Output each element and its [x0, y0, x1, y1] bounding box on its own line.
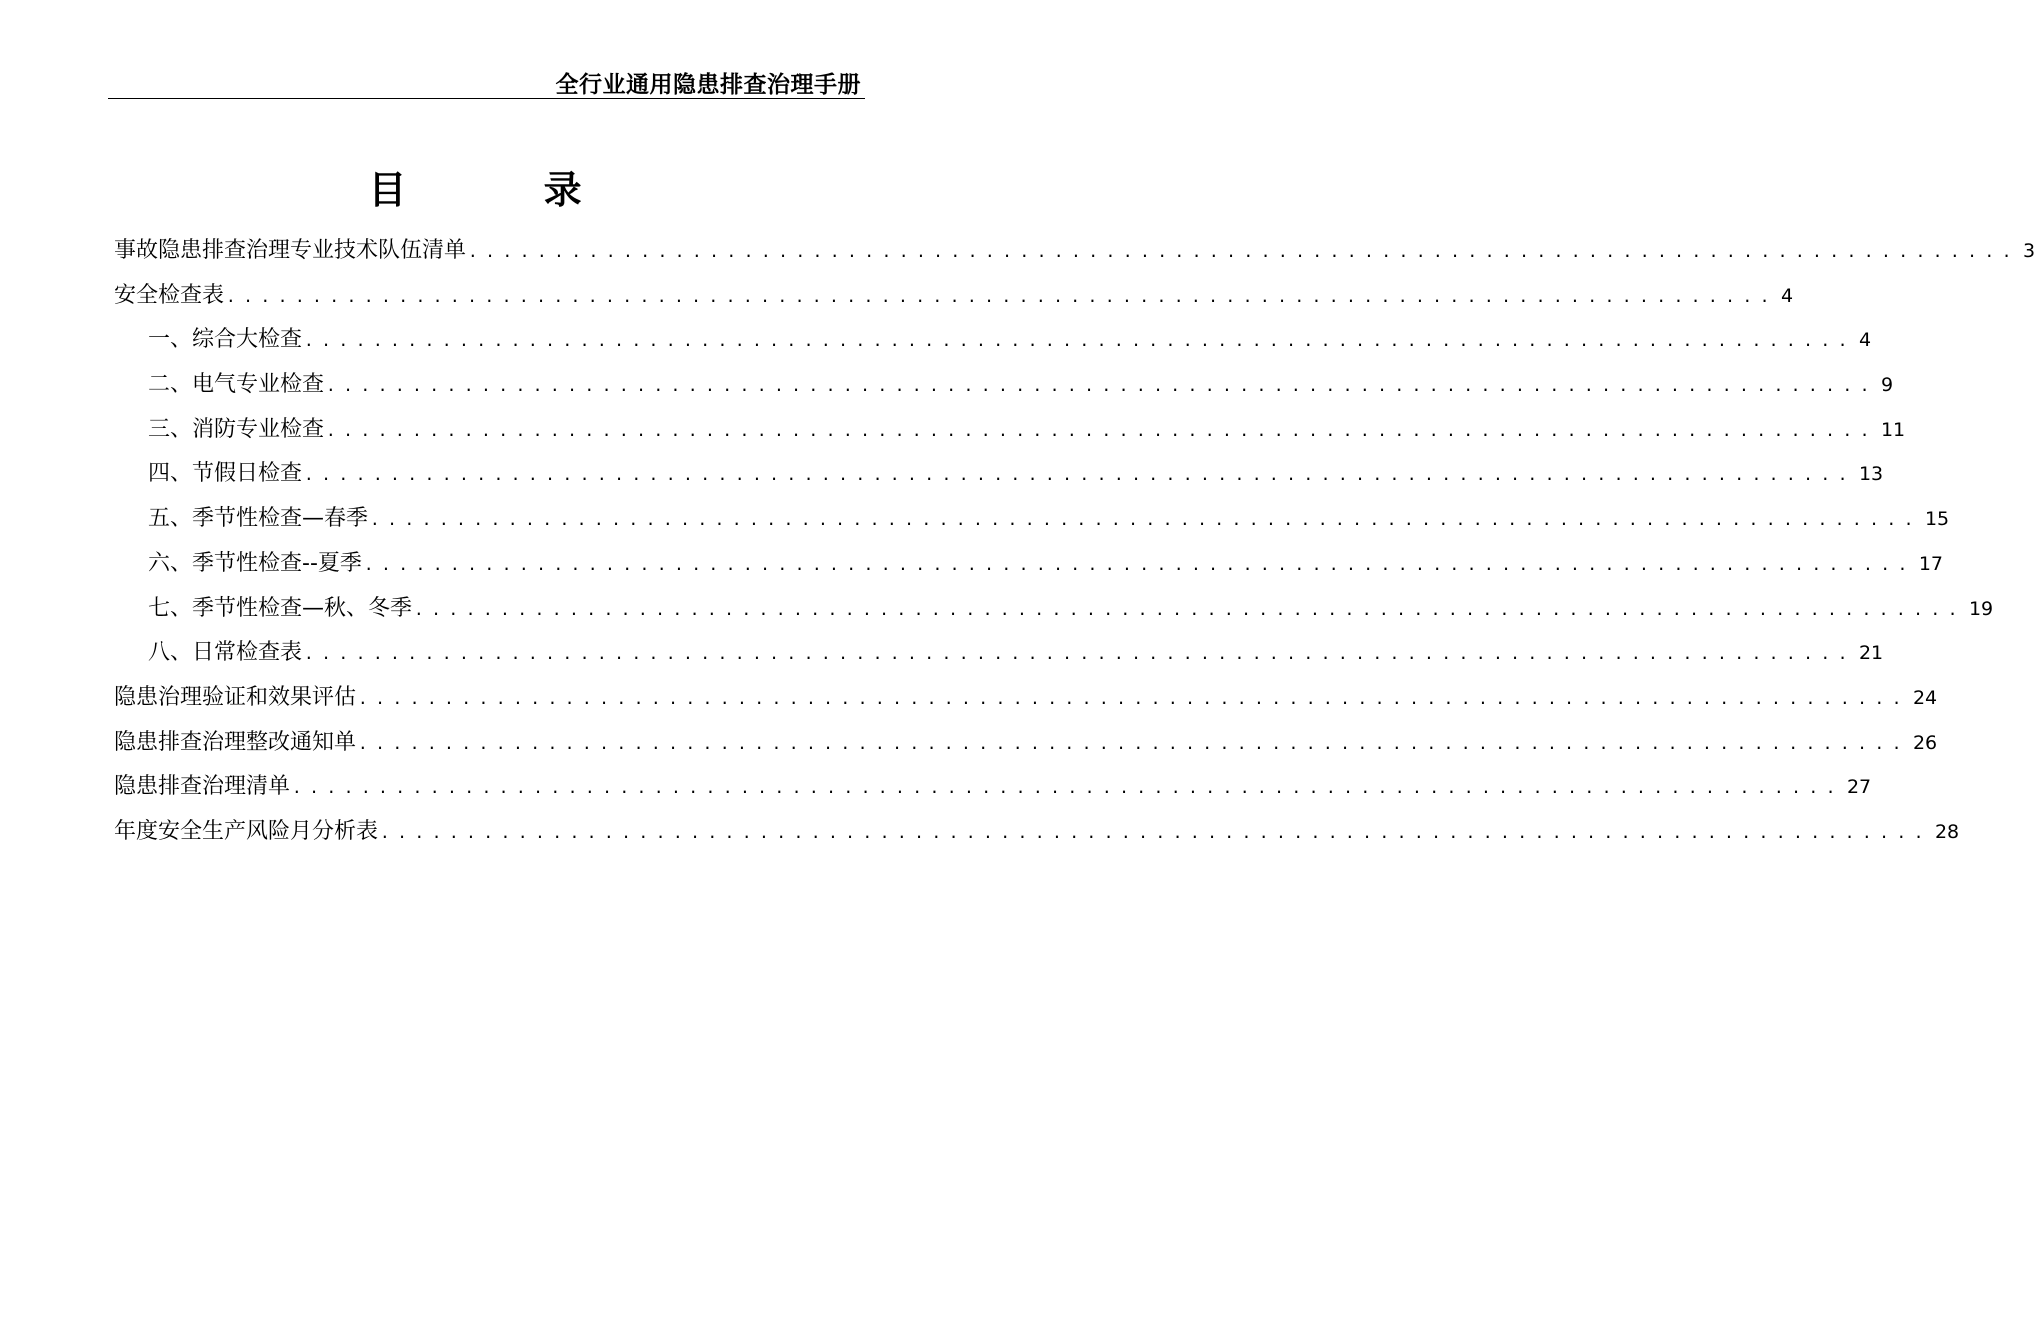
toc-entry[interactable] — [114, 587, 1994, 632]
toc-leader-dots: .......................................................................................... — [363, 554, 1915, 574]
toc-page-number: 4 — [1780, 284, 1794, 307]
toc-entry[interactable] — [114, 274, 1794, 319]
toc-page-number: 13 — [1858, 463, 1884, 486]
toc-leader-dots: .......................................................................................... — [326, 376, 1877, 396]
toc-leader-dots: .......................................................................................... — [414, 599, 1965, 619]
toc-page-number: 9 — [1880, 374, 1894, 397]
toc-entry-text: 八、日常检查表 — [148, 640, 303, 666]
toc-entry-text: 六、季节性检查--夏季 — [148, 550, 362, 576]
toc-page-number: 26 — [1912, 731, 1938, 754]
toc-leader-dots: .......................................................................................... — [226, 286, 1777, 306]
toc-entry-text: 五、季节性检查—春季 — [148, 506, 369, 532]
toc-page-number: 19 — [1968, 597, 1994, 620]
toc-entry[interactable] — [114, 542, 1944, 587]
toc-entry-text: 一、综合大检查 — [148, 327, 303, 353]
toc-page-number: 27 — [1846, 776, 1872, 799]
toc-entry-text: 事故隐患排查治理专业技术队伍清单 — [114, 238, 467, 263]
toc-entry[interactable] — [114, 631, 1884, 676]
toc-entry-text: 隐患排查治理清单 — [114, 774, 291, 800]
page-header — [108, 0, 865, 99]
toc-entry-text: 安全检查表 — [114, 282, 225, 308]
header-title: 全行业通用隐患排查治理手册 — [555, 72, 861, 98]
toc-leader-dots: .......................................................................................... — [468, 242, 2019, 261]
toc-leader-dots: .......................................................................................... — [304, 644, 1855, 664]
toc-entry[interactable] — [114, 721, 1938, 766]
toc-entry-text: 年度安全生产风险月分析表 — [114, 818, 379, 844]
toc-page-number: 11 — [1880, 418, 1906, 441]
toc-entry[interactable] — [114, 363, 1894, 408]
toc-entry-text: 隐患治理验证和效果评估 — [114, 684, 357, 710]
toc-leader-dots: .......................................................................................... — [370, 510, 1921, 530]
toc-entry[interactable] — [114, 810, 1960, 855]
toc-entry-text: 三、消防专业检查 — [148, 416, 325, 442]
toc-page-number: 21 — [1858, 642, 1884, 665]
toc-page-number: 4 — [1858, 329, 1872, 352]
toc-page-number: 15 — [1924, 508, 1950, 531]
toc-entry[interactable] — [114, 765, 1872, 810]
table-of-contents — [114, 229, 2035, 855]
toc-entry-text: 二、电气专业检查 — [148, 372, 325, 398]
toc-entry-text: 隐患排查治理整改通知单 — [114, 729, 357, 755]
toc-leader-dots: .......................................................................................... — [358, 733, 1909, 753]
toc-entry-text: 四、节假日检查 — [148, 461, 303, 487]
toc-entry[interactable] — [114, 452, 1884, 497]
toc-entry[interactable] — [114, 408, 1906, 453]
toc-entry[interactable] — [114, 229, 2035, 274]
toc-page-number: 3 — [2022, 240, 2035, 262]
toc-entry[interactable] — [114, 318, 1872, 363]
toc-page-number: 17 — [1918, 552, 1944, 575]
toc-leader-dots: .......................................................................................... — [292, 778, 1843, 798]
toc-page-number: 28 — [1934, 820, 1960, 843]
toc-page-number: 24 — [1912, 686, 1938, 709]
toc-leader-dots: .......................................................................................... — [380, 822, 1931, 842]
toc-entry[interactable] — [114, 497, 1950, 542]
toc-title: 目 录 — [368, 168, 644, 212]
toc-entry-text: 七、季节性检查—秋、冬季 — [148, 595, 413, 621]
toc-leader-dots: .......................................................................................... — [326, 420, 1877, 440]
toc-entry[interactable] — [114, 676, 1938, 721]
toc-leader-dots: .......................................................................................... — [304, 465, 1855, 485]
toc-leader-dots: .......................................................................................... — [358, 688, 1909, 708]
toc-leader-dots: .......................................................................................... — [304, 331, 1855, 351]
